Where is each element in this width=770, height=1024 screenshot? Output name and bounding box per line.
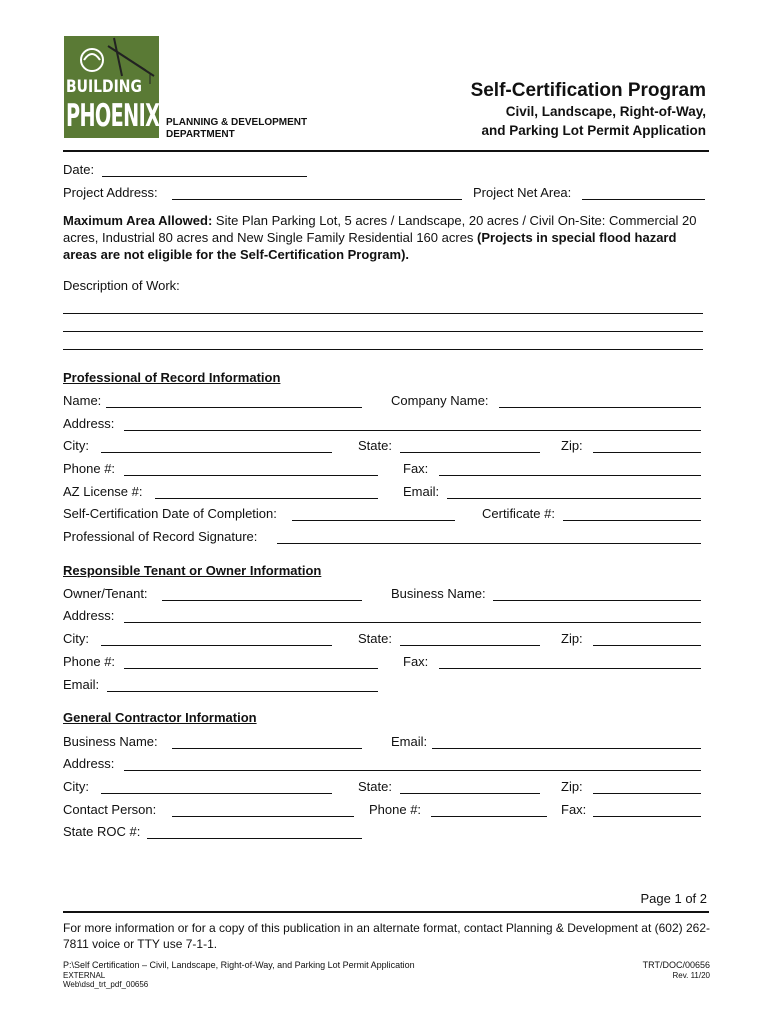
page-number: Page 1 of 2 <box>640 891 707 906</box>
footer-doc-id: TRT/DOC/00656 <box>642 960 710 970</box>
contractor-zip-label: Zip: <box>561 779 583 794</box>
description-line-3[interactable] <box>63 349 703 350</box>
tenant-state-field[interactable] <box>400 645 540 646</box>
signature-field[interactable] <box>277 543 701 544</box>
completion-date-field[interactable] <box>292 520 455 521</box>
page-title: Self-Certification Program <box>470 80 706 101</box>
maximum-area-label: Maximum Area Allowed: <box>63 213 213 228</box>
description-line-2[interactable] <box>63 331 703 332</box>
tenant-heading: Responsible Tenant or Owner Information <box>63 563 322 578</box>
contractor-heading: General Contractor Information <box>63 710 257 725</box>
tenant-zip-field[interactable] <box>593 645 701 646</box>
project-address-field[interactable] <box>172 199 462 200</box>
certificate-field[interactable] <box>563 520 701 521</box>
project-address-label: Project Address: <box>63 185 158 200</box>
signature-label: Professional of Record Signature: <box>63 529 258 544</box>
professional-name-label: Name: <box>63 393 102 408</box>
tenant-email-field[interactable] <box>107 691 378 692</box>
project-net-area-field[interactable] <box>582 199 705 200</box>
contractor-email-label: Email: <box>391 734 428 749</box>
professional-email-field[interactable] <box>447 498 701 499</box>
logo-text-building: BUILDING <box>66 77 142 97</box>
owner-tenant-label: Owner/Tenant: <box>63 586 148 601</box>
maximum-area-text: Site Plan Parking Lot, 5 acres / Landscape, 20 acres / Civil On-Site: Commercial 20 acres, Industrial 80 acres and New Single Family Residential 160 acres <box>63 213 697 245</box>
footer-divider <box>63 911 709 913</box>
contractor-state-label: State: <box>358 779 392 794</box>
contractor-city-label: City: <box>63 779 89 794</box>
footer-external: EXTERNAL <box>63 971 106 980</box>
subtitle-line-2: and Parking Lot Permit Application <box>481 123 706 138</box>
professional-heading: Professional of Record Information <box>63 370 281 385</box>
logo-text-phoenix: PHOENIX <box>66 98 159 134</box>
professional-state-label: State: <box>358 438 392 453</box>
description-label: Description of Work: <box>63 278 180 293</box>
state-roc-field[interactable] <box>147 838 362 839</box>
department-line-1: PLANNING & DEVELOPMENT <box>166 117 308 128</box>
contractor-address-field[interactable] <box>124 770 701 771</box>
tenant-business-name-field[interactable] <box>493 600 701 601</box>
description-line-1[interactable] <box>63 313 703 314</box>
building-phoenix-logo <box>64 36 159 138</box>
professional-city-field[interactable] <box>101 452 332 453</box>
tenant-zip-label: Zip: <box>561 631 583 646</box>
contractor-fax-label: Fax: <box>561 802 587 817</box>
professional-address-label: Address: <box>63 416 115 431</box>
tenant-city-field[interactable] <box>101 645 332 646</box>
contractor-zip-field[interactable] <box>593 793 701 794</box>
professional-city-label: City: <box>63 438 89 453</box>
department-name <box>166 117 307 141</box>
professional-zip-field[interactable] <box>593 452 701 453</box>
professional-state-field[interactable] <box>400 452 540 453</box>
az-license-field[interactable] <box>155 498 378 499</box>
company-name-label: Company Name: <box>391 393 489 408</box>
contractor-business-name-label: Business Name: <box>63 734 158 749</box>
professional-name-field[interactable] <box>106 407 362 408</box>
project-net-area-label: Project Net Area: <box>473 185 572 200</box>
flood-hazard-note: (Projects in special flood hazard areas are not eligible for the Self-Certification Program). <box>63 230 677 262</box>
contractor-email-field[interactable] <box>432 748 701 749</box>
tenant-fax-field[interactable] <box>439 668 701 669</box>
state-roc-label: State ROC #: <box>63 824 141 839</box>
date-field[interactable] <box>102 176 307 177</box>
footer-revision: Rev. 11/20 <box>672 971 710 980</box>
az-license-label: AZ License #: <box>63 484 143 499</box>
professional-phone-field[interactable] <box>124 475 378 476</box>
subtitle-line-1: Civil, Landscape, Right-of-Way, <box>505 104 706 119</box>
certificate-label: Certificate #: <box>482 506 555 521</box>
tenant-city-label: City: <box>63 631 89 646</box>
completion-date-label: Self-Certification Date of Completion: <box>63 506 277 521</box>
professional-email-label: Email: <box>403 484 440 499</box>
footer-web-id: Web\dsd_trt_pdf_00656 <box>63 980 149 989</box>
tenant-email-label: Email: <box>63 677 100 692</box>
maximum-area-paragraph <box>63 212 708 263</box>
contractor-phone-label: Phone #: <box>369 802 422 817</box>
tenant-phone-label: Phone #: <box>63 654 116 669</box>
department-line-2: DEPARTMENT <box>166 129 235 140</box>
tenant-fax-label: Fax: <box>403 654 429 669</box>
tenant-phone-field[interactable] <box>124 668 378 669</box>
professional-address-field[interactable] <box>124 430 701 431</box>
contractor-phone-field[interactable] <box>431 816 547 817</box>
date-label: Date: <box>63 162 95 177</box>
professional-zip-label: Zip: <box>561 438 583 453</box>
contact-person-label: Contact Person: <box>63 802 157 817</box>
tenant-business-name-label: Business Name: <box>391 586 486 601</box>
contractor-fax-field[interactable] <box>593 816 701 817</box>
owner-tenant-field[interactable] <box>162 600 362 601</box>
professional-phone-label: Phone #: <box>63 461 116 476</box>
contact-person-field[interactable] <box>172 816 354 817</box>
tenant-address-field[interactable] <box>124 622 701 623</box>
tenant-address-label: Address: <box>63 608 115 623</box>
professional-fax-field[interactable] <box>439 475 701 476</box>
professional-fax-label: Fax: <box>403 461 429 476</box>
company-name-field[interactable] <box>499 407 701 408</box>
contractor-business-name-field[interactable] <box>172 748 362 749</box>
footer-file-path: P:\Self Certification – Civil, Landscape, Right-of-Way, and Parking Lot Permit Application <box>63 960 415 970</box>
contractor-city-field[interactable] <box>101 793 332 794</box>
contractor-address-label: Address: <box>63 756 115 771</box>
contractor-state-field[interactable] <box>400 793 540 794</box>
tenant-state-label: State: <box>358 631 392 646</box>
page-subtitle <box>481 102 706 140</box>
footer-info: For more information or for a copy of this publication in an alternate format, contact Planning & Development at (602) 262-7811 voice or TTY use 7-1-1. <box>63 921 711 951</box>
header-divider <box>63 150 709 152</box>
